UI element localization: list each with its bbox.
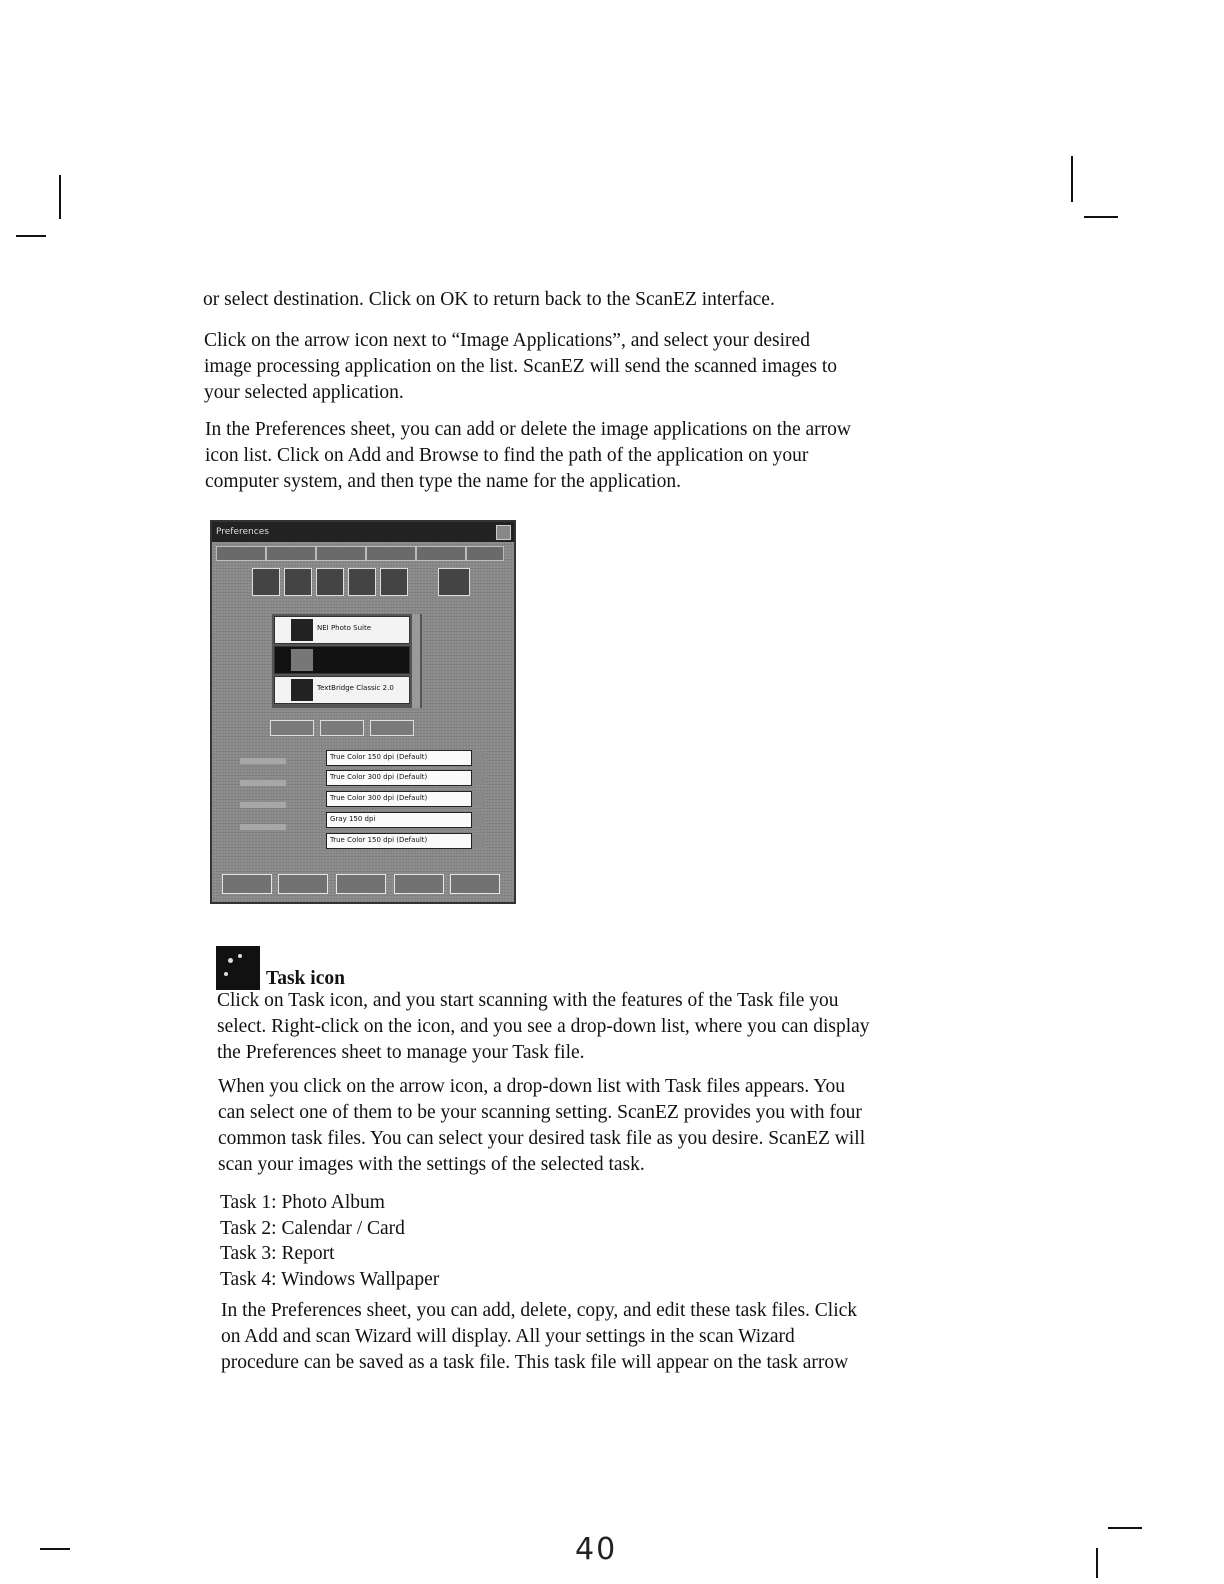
text-line: the Preferences sheet to manage your Task file.: [217, 1042, 585, 1063]
text-line: icon list. Click on Add and Browse to find the path of the application on your: [205, 445, 809, 466]
text-line: Click on Task icon, and you start scanning with the features of the Task file you: [217, 990, 839, 1011]
scrollbar[interactable]: [412, 614, 420, 708]
task-setting-select[interactable]: [326, 833, 472, 849]
app-list-item[interactable]: [274, 676, 410, 704]
paragraph-preferences-apps: [205, 417, 945, 495]
task-setting-select[interactable]: [326, 750, 472, 766]
edit-button[interactable]: [320, 720, 364, 736]
settings-label: [240, 780, 286, 786]
preferences-screenshot: [210, 520, 516, 904]
photo-suite-icon: [291, 619, 313, 641]
settings-icon[interactable]: [438, 568, 470, 596]
text-line: procedure can be saved as a task file. This task file will appear on the task arrow: [221, 1352, 849, 1373]
text-line: on Add and scan Wizard will display. All your settings in the scan Wizard: [221, 1326, 795, 1347]
tab-strip: [216, 546, 506, 560]
task-icon: [216, 946, 260, 990]
task-setting-value: True Color 150 dpi (Default): [330, 836, 428, 844]
chevron-down-icon[interactable]: [473, 751, 483, 765]
tab[interactable]: [416, 546, 466, 561]
task-setting-value: True Color 300 dpi (Default): [330, 794, 428, 802]
list-item: Task 3: Report: [220, 1243, 335, 1264]
text-line: When you click on the arrow icon, a drop-down list with Task files appears. You: [218, 1076, 846, 1097]
chevron-down-icon[interactable]: [473, 834, 483, 848]
toolbar: [252, 568, 502, 602]
tab[interactable]: [466, 546, 504, 561]
tab[interactable]: [266, 546, 316, 561]
scanner-icon[interactable]: [252, 568, 280, 596]
text-line: can select one of them to be your scanning setting. ScanEZ provides you with four: [218, 1102, 862, 1123]
settings-label: [240, 824, 286, 830]
list-item: Task 1: Photo Album: [220, 1192, 385, 1213]
application-icon: [291, 649, 313, 671]
settings-label: [240, 802, 286, 808]
app-list-item[interactable]: [274, 616, 410, 644]
crop-mark: [59, 175, 61, 219]
app-name: TextBridge Classic 2.0: [317, 684, 394, 692]
task-setting-value: Gray 150 dpi: [330, 815, 376, 823]
section-heading: Task icon: [266, 968, 345, 989]
text-line: scan your images with the settings of the selected task.: [218, 1154, 645, 1175]
crop-mark: [1096, 1548, 1098, 1578]
text-line: In the Preferences sheet, you can add or delete the image applications on the arrow: [205, 419, 851, 440]
paragraph-task-files: [218, 1074, 958, 1178]
image-applications-list: [272, 614, 422, 708]
window-title: Preferences: [212, 522, 514, 542]
ok-button[interactable]: [222, 874, 272, 894]
list-item: Task 4: Windows Wallpaper: [220, 1268, 440, 1290]
chevron-down-icon[interactable]: [473, 813, 483, 827]
crop-mark: [1084, 216, 1118, 218]
dialog-buttons: [222, 874, 504, 896]
application-icon[interactable]: [316, 568, 344, 596]
cancel-button[interactable]: [278, 874, 328, 894]
chevron-down-icon[interactable]: [473, 792, 483, 806]
add-button[interactable]: [270, 720, 314, 736]
task-setting-value: True Color 300 dpi (Default): [330, 773, 428, 781]
app-list-item[interactable]: [274, 646, 410, 674]
crop-mark: [1071, 156, 1073, 202]
task-setting-select[interactable]: [326, 770, 472, 786]
crop-mark: [40, 1548, 70, 1550]
tab[interactable]: [216, 546, 266, 561]
chevron-down-icon[interactable]: [473, 771, 483, 785]
settings-label: [240, 758, 286, 764]
text-line: computer system, and then type the name for the application.: [205, 471, 681, 492]
mail-icon[interactable]: [380, 568, 408, 596]
text-line: image processing application on the list. ScanEZ will send the scanned images to: [204, 356, 838, 377]
text-line: In the Preferences sheet, you can add, delete, copy, and edit these task files. Click: [221, 1300, 858, 1321]
page-number: 40: [575, 1532, 618, 1567]
task-setting-select[interactable]: [326, 812, 472, 828]
task-setting-select[interactable]: [326, 791, 472, 807]
paragraph-ok-return: [203, 287, 943, 313]
crop-mark: [1108, 1527, 1142, 1529]
ocr-icon: [291, 679, 313, 701]
paragraph-task-icon: [217, 988, 957, 1066]
text-line: select. Right-click on the icon, and you see a drop-down list, where you can display: [217, 1016, 870, 1037]
camera-icon[interactable]: [284, 568, 312, 596]
apply-button[interactable]: [336, 874, 386, 894]
crop-mark: [16, 235, 46, 237]
app-name: NEI Photo Suite: [317, 624, 372, 632]
tab[interactable]: [366, 546, 416, 561]
close-icon[interactable]: [496, 525, 511, 540]
help-button[interactable]: [450, 874, 500, 894]
tab[interactable]: [316, 546, 366, 561]
delete-button[interactable]: [370, 720, 414, 736]
text-line: Click on the arrow icon next to “Image Applications”, and select your desired: [204, 330, 810, 351]
text-line: or select destination. Click on OK to return back to the ScanEZ interface.: [203, 289, 775, 310]
text-line: your selected application.: [204, 382, 404, 403]
task-icon[interactable]: [348, 568, 376, 596]
task-list: [220, 1190, 439, 1292]
paragraph-image-applications: [204, 328, 944, 406]
paragraph-preferences-tasks: [221, 1298, 961, 1376]
text-line: common task files. You can select your desired task file as you desire. ScanEZ will: [218, 1128, 866, 1149]
task-setting-value: True Color 150 dpi (Default): [330, 753, 428, 761]
default-button[interactable]: [394, 874, 444, 894]
list-item: Task 2: Calendar / Card: [220, 1217, 405, 1239]
